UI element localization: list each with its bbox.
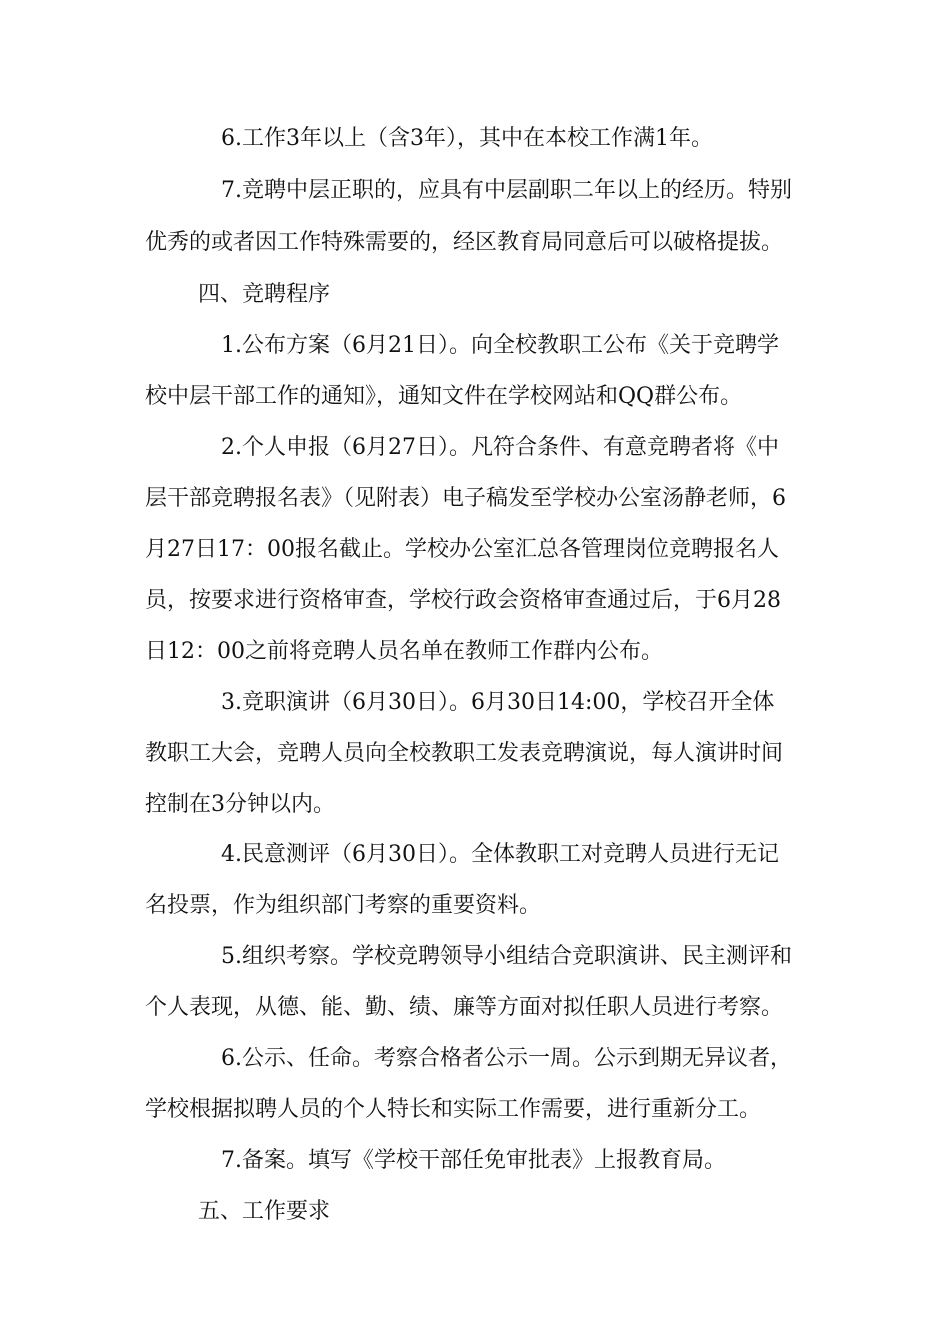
paragraph-line: 优秀的或者因工作特殊需要的，经区教育局同意后可以破格提拔。 xyxy=(145,230,784,255)
section-heading: 四、竞聘程序 xyxy=(198,282,331,307)
paragraph-line: 个人表现，从德、能、勤、绩、廉等方面对拟任职人员进行考察。 xyxy=(145,995,784,1020)
paragraph-line: 3.竞职演讲（6月30日）。6月30日14:00，学校召开全体 xyxy=(221,690,775,715)
paragraph-line: 学校根据拟聘人员的个人特长和实际工作需要，进行重新分工。 xyxy=(145,1097,762,1122)
paragraph-line: 6.公示、任命。考察合格者公示一周。公示到期无异议者， xyxy=(221,1046,792,1071)
paragraph-line: 1.公布方案（6月21日）。向全校教职工公布《关于竞聘学 xyxy=(221,333,779,358)
paragraph-line: 4.民意测评（6月30日）。全体教职工对竞聘人员进行无记 xyxy=(221,842,779,867)
paragraph-line: 6.工作3年以上（含3年），其中在本校工作满1年。 xyxy=(221,126,713,151)
paragraph-line: 7.竞聘中层正职的，应具有中层副职二年以上的经历。特别 xyxy=(221,178,792,203)
paragraph-line: 2.个人申报（6月27日）。凡符合条件、有意竞聘者将《中 xyxy=(221,435,779,460)
paragraph-line: 控制在3分钟以内。 xyxy=(145,792,335,817)
paragraph-line: 5.组织考察。学校竞聘领导小组结合竞职演讲、民主测评和 xyxy=(221,944,792,969)
paragraph-line: 名投票，作为组织部门考察的重要资料。 xyxy=(145,893,542,918)
paragraph-line: 员，按要求进行资格审查，学校行政会资格审查通过后，于6月28 xyxy=(145,588,781,613)
paragraph-line: 7.备案。填写《学校干部任免审批表》上报教育局。 xyxy=(221,1148,726,1173)
paragraph-line: 月27日17：00报名截止。学校办公室汇总各管理岗位竞聘报名人 xyxy=(145,537,779,562)
paragraph-line: 日12：00之前将竞聘人员名单在教师工作群内公布。 xyxy=(145,639,663,664)
paragraph-line: 教职工大会，竞聘人员向全校教职工发表竞聘演说，每人演讲时间 xyxy=(145,741,784,766)
paragraph-line: 校中层干部工作的通知》，通知文件在学校网站和QQ群公布。 xyxy=(145,384,743,409)
paragraph-line: 层干部竞聘报名表》（见附表）电子稿发至学校办公室汤静老师，6 xyxy=(145,486,786,511)
section-heading: 五、工作要求 xyxy=(198,1199,331,1224)
